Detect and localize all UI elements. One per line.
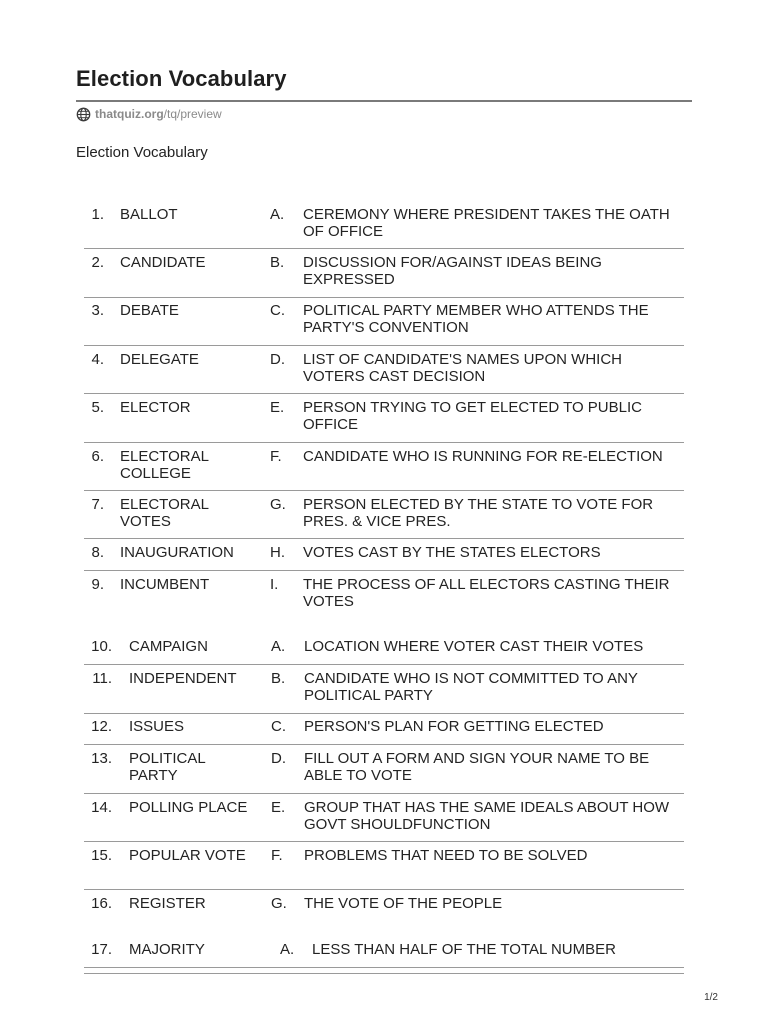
vocab-definition: FILL OUT A FORM AND SIGN YOUR NAME TO BE ABLE TO VOTE	[304, 750, 650, 784]
definition-letter: A.	[280, 941, 295, 958]
vocab-row	[84, 303, 684, 346]
vocab-term: ELECTORAL VOTES	[120, 496, 209, 530]
vocab-row	[84, 800, 684, 842]
definition-letter: B.	[271, 670, 286, 687]
definition-letter: E.	[270, 399, 285, 416]
definition-letter: E.	[271, 799, 286, 816]
item-number: 10.	[91, 638, 112, 655]
vocab-definition: GROUP THAT HAS THE SAME IDEALS ABOUT HOW GOVT SHOULDFUNCTION	[304, 799, 670, 833]
item-number: 15.	[91, 847, 112, 864]
vocab-definition: LOCATION WHERE VOTER CAST THEIR VOTES	[304, 638, 644, 655]
vocab-definition: CEREMONY WHERE PRESIDENT TAKES THE OATH OF OFFICE	[303, 206, 670, 240]
vocab-definition: DISCUSSION FOR/AGAINST IDEAS BEING EXPRESSED	[303, 254, 602, 288]
source-domain[interactable]: thatquiz.org	[95, 107, 164, 121]
vocab-term: INAUGURATION	[120, 544, 234, 561]
item-number: 7.	[91, 496, 104, 513]
item-number: 14.	[91, 799, 112, 816]
item-number: 4.	[91, 351, 104, 368]
vocab-definition: VOTES CAST BY THE STATES ELECTORS	[303, 544, 601, 561]
item-number: 5.	[91, 399, 104, 416]
item-number: 2.	[91, 254, 104, 271]
item-number: 1.	[91, 206, 104, 223]
vocab-term: ELECTOR	[120, 399, 191, 416]
vocab-term: POLITICAL PARTY	[129, 750, 206, 784]
vocab-row	[84, 896, 684, 916]
page-subtitle: Election Vocabulary	[76, 144, 208, 161]
item-number: 12.	[91, 718, 112, 735]
vocab-row	[84, 719, 684, 745]
vocab-definition: CANDIDATE WHO IS NOT COMMITTED TO ANY POLITICAL PARTY	[304, 670, 638, 704]
vocab-definition: CANDIDATE WHO IS RUNNING FOR RE-ELECTION	[303, 448, 663, 465]
vocab-row	[84, 545, 684, 571]
vocab-definition: THE PROCESS OF ALL ELECTORS CASTING THEIR VOTES	[303, 576, 670, 610]
vocab-term: REGISTER	[129, 895, 206, 912]
definition-letter: G.	[271, 895, 287, 912]
vocab-definition: LIST OF CANDIDATE'S NAMES UPON WHICH VOTERS CAST DECISION	[303, 351, 623, 385]
title-divider	[76, 100, 692, 102]
vocab-term: DELEGATE	[120, 351, 199, 368]
vocab-row	[84, 352, 684, 394]
page-title: Election Vocabulary	[76, 66, 287, 91]
vocab-row	[84, 751, 684, 794]
vocab-row	[84, 942, 684, 968]
vocab-definition: PERSON'S PLAN FOR GETTING ELECTED	[304, 718, 604, 735]
vocab-term: POPULAR VOTE	[129, 847, 246, 864]
definition-letter: A.	[271, 638, 286, 655]
item-number: 16.	[91, 895, 112, 912]
vocab-term: ISSUES	[129, 718, 185, 735]
vocab-row	[84, 207, 684, 249]
vocab-row	[84, 400, 684, 443]
vocab-row	[84, 577, 684, 611]
vocab-term: INDEPENDENT	[129, 670, 237, 687]
vocab-term: ELECTORAL COLLEGE	[120, 448, 209, 482]
vocab-definition: THE VOTE OF THE PEOPLE	[304, 895, 503, 912]
item-number: 8.	[91, 544, 104, 561]
item-number: 9.	[91, 576, 104, 593]
definition-letter: F.	[270, 448, 282, 465]
definition-letter: D.	[270, 351, 285, 368]
item-number: 11.	[92, 670, 112, 687]
item-number: 13.	[91, 750, 112, 767]
vocab-row	[84, 639, 684, 665]
definition-letter: B.	[270, 254, 285, 271]
vocab-row	[84, 497, 684, 539]
item-number: 3.	[91, 302, 104, 319]
definition-letter: G.	[270, 496, 286, 513]
vocab-term: DEBATE	[120, 302, 179, 319]
vocab-term: INCUMBENT	[120, 576, 210, 593]
vocab-definition: PERSON TRYING TO GET ELECTED TO PUBLIC OFFICE	[303, 399, 642, 433]
vocab-definition: LESS THAN HALF OF THE TOTAL NUMBER	[312, 941, 616, 958]
definition-letter: H.	[270, 544, 285, 561]
vocab-row	[84, 449, 684, 491]
source-link[interactable]	[76, 106, 222, 122]
globe-icon	[76, 107, 91, 122]
definition-letter: A.	[270, 206, 285, 223]
definition-letter: F.	[271, 847, 283, 864]
definition-letter: C.	[271, 718, 286, 735]
vocab-definition: POLITICAL PARTY MEMBER WHO ATTENDS THE PARTY'S CONVENTION	[303, 302, 649, 336]
vocab-term: CAMPAIGN	[129, 638, 208, 655]
source-path[interactable]: /tq/preview	[163, 107, 222, 121]
vocab-term: POLLING PLACE	[129, 799, 248, 816]
vocab-term: CANDIDATE	[120, 254, 206, 271]
vocab-definition: PERSON ELECTED BY THE STATE TO VOTE FOR PRES. & VICE PRES.	[303, 496, 654, 530]
vocab-row	[84, 255, 684, 298]
definition-letter: I.	[270, 576, 279, 593]
vocab-term: BALLOT	[120, 206, 178, 223]
section-end-divider	[84, 973, 684, 974]
item-number: 6.	[91, 448, 104, 465]
page-number: 1/2	[704, 992, 718, 1003]
definition-letter: C.	[270, 302, 285, 319]
item-number: 17.	[91, 941, 112, 958]
definition-letter: D.	[271, 750, 286, 767]
vocab-row	[84, 671, 684, 714]
vocab-row	[84, 848, 684, 890]
vocab-definition: PROBLEMS THAT NEED TO BE SOLVED	[304, 847, 588, 864]
vocab-term: MAJORITY	[129, 941, 205, 958]
